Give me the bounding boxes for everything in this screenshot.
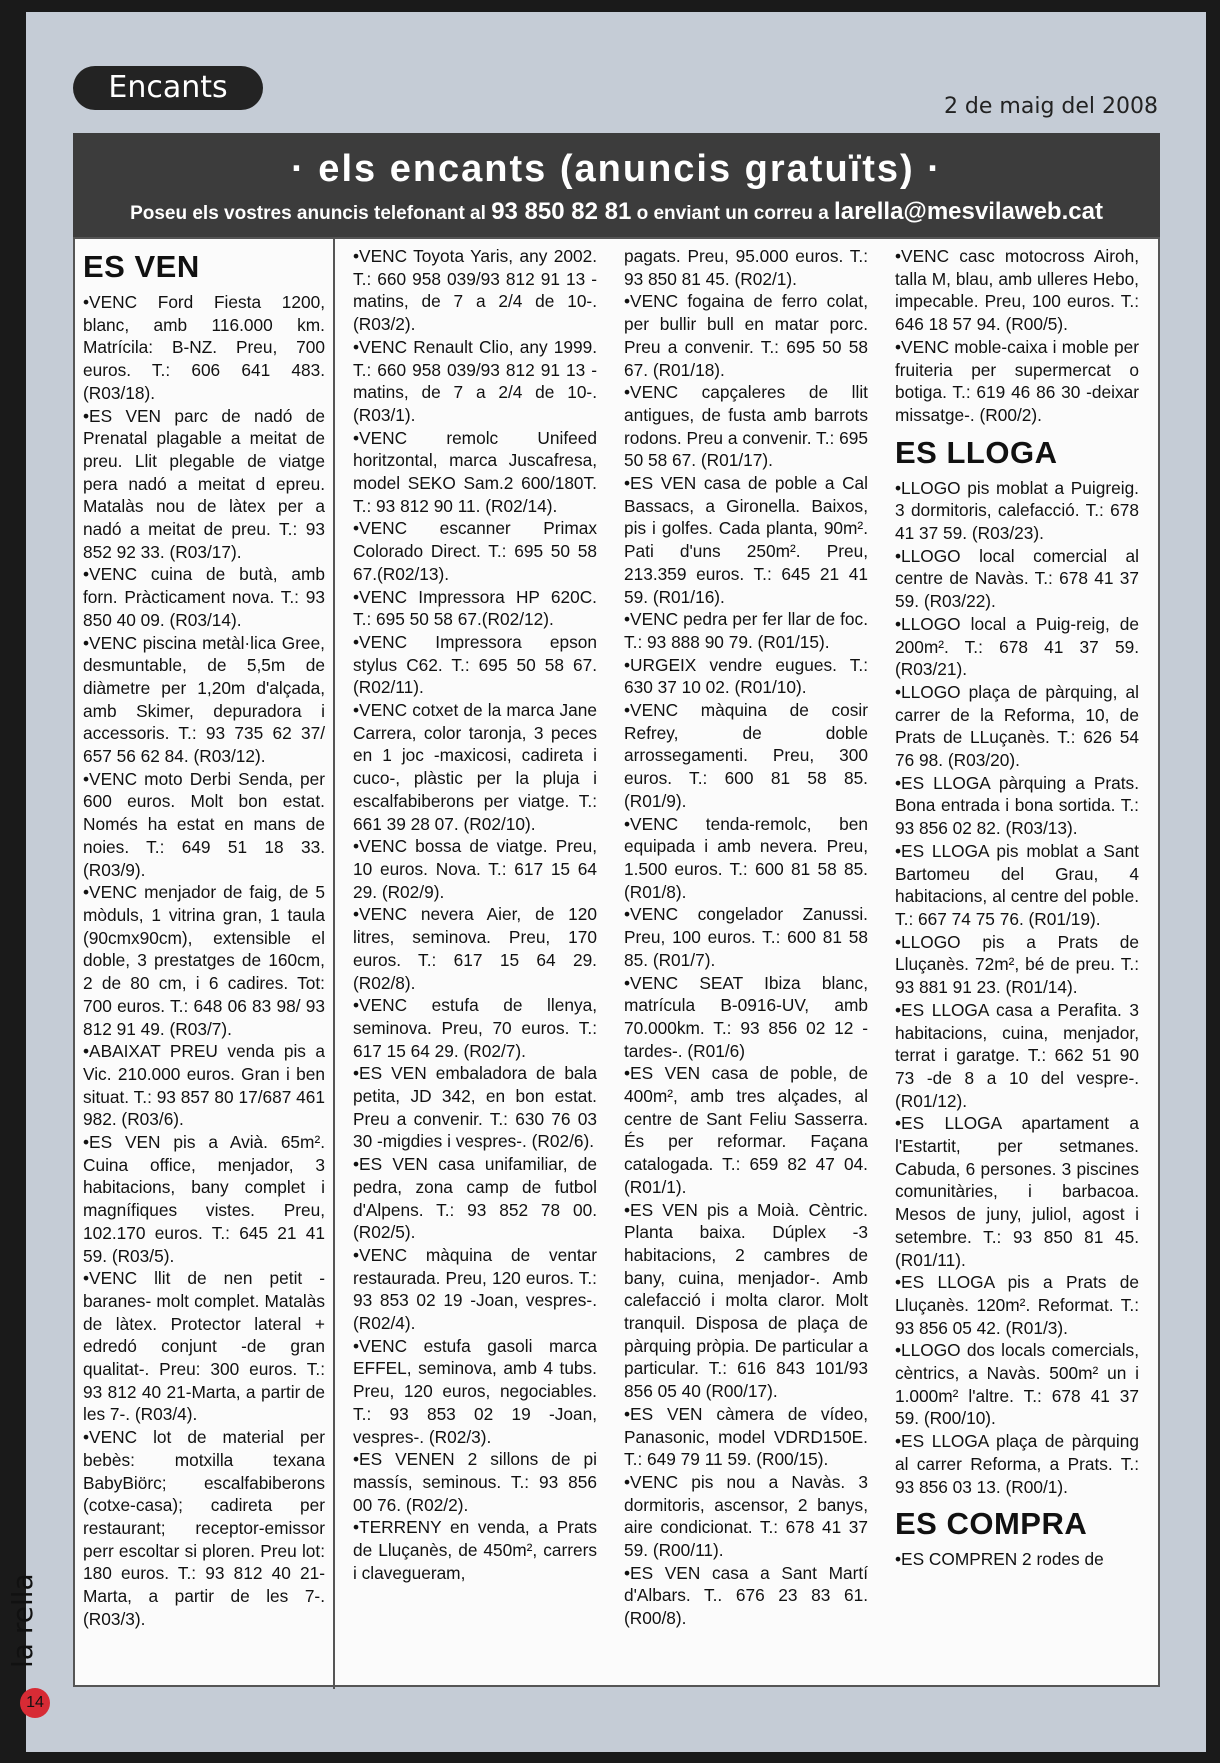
column-1 <box>75 239 335 1689</box>
classified-ad: •ES VEN casa unifamiliar, de pedra, zona camp de futbol d'Alpens. T.: 93 852 78 00. (R02/5). <box>353 1154 597 1243</box>
classified-ad: •VENC capçaleres de llit antigues, de fusta amb barrots rodons. Preu a convenir. T.: 695 50 58 67. (R01/17). <box>624 382 868 471</box>
classified-ad: •ES VEN casa a Sant Martí d'Albars. T.. 676 23 83 61. (R00/8). <box>624 1562 868 1629</box>
section-label: Encants <box>73 66 263 110</box>
classified-ad: •VENC escanner Primax Colorado Direct. T.: 695 50 58 67.(R02/13). <box>353 518 597 584</box>
classified-ad: •VENC màquina de cosir Refrey, de doble arrossegamenti. Preu, 300 euros. T.: 600 81 58 85. (R01/9). <box>624 700 868 811</box>
classified-ad: •VENC congelador Zanussi. Preu, 100 euros. T.: 600 81 58 85. (R01/7). <box>624 904 868 970</box>
classified-ad: •LLOGO pis moblat a Puigreig. 3 dormitoris, calefacció. T.: 678 41 37 59. (R03/23). <box>895 477 1139 544</box>
contact-phone: 93 850 82 81 <box>491 198 632 225</box>
classified-ad: •ES VEN casa de poble a Cal Bassacs, a Gironella. Baixos, pis i golfes. Cada planta, 90m². Pati d'uns 250m². Preu, 213.359 euros. T.: 645 21 41 59. (R01/16). <box>624 473 868 607</box>
classified-ad: •VENC moble-caixa i moble per fruiteria per supermercat o botiga. T.: 619 46 86 30 -deixar missatge-. (R00/2). <box>895 336 1139 425</box>
classified-ad: •VENC cuina de butà, amb forn. Pràcticament nova. T.: 93 850 40 09. (R03/14). <box>83 564 325 630</box>
classified-ad: •LLOGO pis a Prats de Lluçanès. 72m², bé de preu. T.: 93 881 91 23. (R01/14). <box>895 931 1139 998</box>
classified-ad: •VENC lot de material per bebès: motxilla texana BabyBiörc; escalfabiberons (cotxe-casa); cadireta per restaurant; receptor-emissor perr escoltar si ploren. Preu lot: 180 euros. T.: 93 812 40 21-Marta, a partir de les 7-. (R03/3). <box>83 1427 325 1629</box>
classified-ad: •ES LLOGA pàrquing a Prats. Bona entrada i bona sortida. T.: 93 856 02 82. (R03/13). <box>895 772 1139 839</box>
classified-ad: •VENC estufa de llenya, seminova. Preu, 70 euros. T.: 617 15 64 29. (R02/7). <box>353 995 597 1061</box>
classified-ad: •URGEIX vendre eugues. T.: 630 37 10 02. (R01/10). <box>624 654 868 698</box>
column-4 <box>887 239 1147 1689</box>
classified-ad: •VENC SEAT Ibiza blanc, matrícula B-0916-UV, amb 70.000km. T.: 93 856 02 12 -tardes-. (R01/6) <box>624 972 868 1061</box>
classified-ad: •VENC cotxet de la marca Jane Carrera, color taronja, 3 peces en 1 joc -maxicosi, cadireta i cuco-, plàstic per la pluja i escalfabiberons per viatge. T.: 661 39 28 07. (R02/10). <box>353 700 597 834</box>
classified-ad: •ES VENEN 2 sillons de pi massís, seminous. T.: 93 856 00 76. (R02/2). <box>353 1449 597 1515</box>
classified-ad: •VENC casc motocross Airoh, talla M, blau, amb ulleres Hebo, impecable. Preu, 100 euros. T.: 646 18 57 94. (R00/5). <box>895 246 1139 335</box>
classified-ad: •VENC bossa de viatge. Preu, 10 euros. Nova. T.: 617 15 64 29. (R02/9). <box>353 836 597 902</box>
logo-text: la rella <box>6 1573 39 1668</box>
classified-ad: •VENC pedra per fer llar de foc. T.: 93 888 90 79. (R01/15). <box>624 609 868 652</box>
classified-ad: •ES VEN càmera de vídeo, Panasonic, model VDRD150E. T.: 649 79 11 59. (R00/15). <box>624 1403 868 1470</box>
classified-ad: •VENC tenda-remolc, ben equipada i amb nevera. Preu, 1.500 euros. T.: 600 81 58 85. (R01/8). <box>624 813 868 902</box>
classified-ad: •VENC menjador de faig, de 5 mòduls, 1 vitrina gran, 1 taula (90cmx90cm), extensible el doble, 3 prestatges de 160cm, 2 de 80 cm, i 6 cadires. Tot: 700 euros. T.: 648 06 83 98/ 93 812 91 49. (R03/7). <box>83 882 325 1039</box>
classified-ad: •VENC Toyota Yaris, any 2002. T.: 660 958 039/93 812 91 13 -matins, de 7 a 2/4 de 10-. (R03/2). <box>353 246 597 335</box>
classified-ad: •VENC Ford Fiesta 1200, blanc, amb 116.000 km. Matrícila: B-NZ. Preu, 700 euros. T.: 606 641 483. (R03/18). <box>83 292 325 403</box>
page-number: 14 <box>20 1688 50 1718</box>
banner-subtitle <box>73 198 1160 226</box>
banner-title: · els encants (anuncis gratuïts) · <box>291 148 942 190</box>
classified-ad: •VENC fogaina de ferro colat, per bullir bull en matar porc. Preu a convenir. T.: 695 50 58 67. (R01/18). <box>624 291 868 380</box>
classified-ad: pagats. Preu, 95.000 euros. T.: 93 850 81 45. (R02/1). <box>624 246 868 289</box>
classified-ad: •VENC remolc Unifeed horitzontal, marca Juscafresa, model SEKO Sam.2 600/180T. T.: 93 812 90 11. (R02/14). <box>353 427 597 516</box>
column-3 <box>616 239 876 1689</box>
classified-ad: •VENC nevera Aier, de 120 litres, seminova. Preu, 170 euros. T.: 617 15 64 29. (R02/8). <box>353 904 597 993</box>
classifieds-banner <box>73 133 1160 237</box>
classified-ad: •LLOGO local a Puig-reig, de 200m². T.: 678 41 37 59. (R03/21). <box>895 613 1139 680</box>
classified-ad: •ES VEN embaladora de bala petita, JD 342, en bon estat. Preu a convenir. T.: 630 76 03 30 -migdies i vespres-. (R02/6). <box>353 1063 597 1152</box>
classified-ad: •VENC Impressora epson stylus C62. T.: 695 50 58 67. (R02/11). <box>353 631 597 698</box>
classified-ad: •VENC piscina metàl·lica Gree, desmuntable, de 5,5m de diàmetre per 1,20m d'alçada, amb Skimer, depuradora i accessoris. T.: 93 735 62 37/ 657 56 62 84. (R03/12). <box>83 632 325 767</box>
classified-ad: •VENC estufa gasoli marca EFFEL, seminova, amb 4 tubs. Preu, 120 euros, negociables. T.: 93 853 02 19 -Joan, vespres-. (R02/3). <box>353 1335 597 1447</box>
classified-ad: •ES LLOGA plaça de pàrquing al carrer Reforma, a Prats. T.: 93 856 03 13. (R00/1). <box>895 1431 1139 1497</box>
la-rella-logo <box>6 1520 40 1670</box>
heading-es-compra: ES COMPRA <box>895 1506 1088 1542</box>
column-2 <box>345 239 605 1689</box>
classified-ad: •LLOGO local comercial al centre de Navàs. T.: 678 41 37 59. (R03/22). <box>895 545 1139 612</box>
classified-ad: •VENC Impressora HP 620C. T.: 695 50 58 67.(R02/12). <box>353 586 597 630</box>
classified-ad: •VENC màquina de ventar restaurada. Preu, 120 euros. T.: 93 853 02 19 -Joan, vespres-. (R02/4). <box>353 1244 597 1334</box>
classified-ad: •ES VEN pis a Moià. Cèntric. Planta baixa. Dúplex -3 habitacions, 2 cambres de bany, cuina, menjador-. Amb calefacció i molta claror. Molt tranquil. Disposa de plaça de pàrquing pròpia. De particular a particular. T.: 616 843 101/93 856 05 40 (R00/17). <box>624 1199 868 1402</box>
classified-ad: •ES VEN casa de poble, de 400m², amb tres alçades, al centre de Sant Feliu Sasserra. És per reformar. Façana catalogada. T.: 659 82 47 04. (R01/1). <box>624 1063 868 1197</box>
classifieds-content <box>73 237 1160 1687</box>
classified-ad: •VENC llit de nen petit -baranes- molt complet. Matalàs de làtex. Protector lateral + edredó conjunt -de gran qualitat-. Preu: 300 euros. T.: 93 812 40 21-Marta, a partir de les 7-. (R03/4). <box>83 1268 325 1425</box>
classified-ad: •LLOGO plaça de pàrquing, al carrer de la Reforma, 10, de Prats de LLuçanès. T.: 626 54 76 98. (R03/20). <box>895 681 1139 771</box>
classified-ad: •ES LLOGA pis a Prats de Lluçanès. 120m². Reformat. T.: 93 856 05 42. (R01/3). <box>895 1272 1139 1338</box>
issue-date: 2 de maig del 2008 <box>943 94 1158 119</box>
classified-ad: •VENC Renault Clio, any 1999. T.: 660 958 039/93 812 91 13 -matins, de 7 a 2/4 de 10-. (R03/1). <box>353 336 597 425</box>
contact-email: larella@mesvilaweb.cat <box>834 198 1103 225</box>
classified-ad: •ES LLOGA apartament a l'Estartit, per setmanes. Cabuda, 6 persones. 3 piscines comunitàries, i barbacoa. Mesos de juny, juliol, agost i setembre. T.: 93 850 81 45. (R01/11). <box>895 1113 1139 1270</box>
heading-es-lloga: ES LLOGA <box>895 434 1058 470</box>
heading-es-ven: ES VEN <box>83 249 200 284</box>
classified-ad: •VENC pis nou a Navàs. 3 dormitoris, ascensor, 2 banys, aire condicionat. T.: 678 41 37 59. (R00/11). <box>624 1471 868 1561</box>
classified-ad: •ES COMPREN 2 rodes de <box>895 1549 1104 1570</box>
classified-ad: •ES VEN parc de nadó de Prenatal plagable a meitat de preu. Llit plegable de viatge pera nadó a meitat d epreu. Matalàs nou de làtex per a nadó a meitat de preu. T.: 93 852 92 33. (R03/17). <box>83 405 325 562</box>
classified-ad: •ES LLOGA casa a Perafita. 3 habitacions, cuina, menjador, terrat i garatge. T.: 662 51 90 73 -de 8 a 10 del vespre-. (R01/12). <box>895 999 1139 1111</box>
classified-ad: •ABAIXAT PREU venda pis a Vic. 210.000 euros. Gran i ben situat. T.: 93 857 80 17/687 461 982. (R03/6). <box>83 1041 325 1130</box>
classified-ad: •TERRENY en venda, a Prats de Lluçanès, de 450m², carrers i clavegueram, <box>353 1517 597 1583</box>
banner-subtitle-mid: o enviant un correu a <box>636 203 829 224</box>
classified-ad: •ES LLOGA pis moblat a Sant Bartomeu del Grau, 4 habitacions, al centre del poble. T.: 667 74 75 76. (R01/19). <box>895 840 1139 929</box>
classified-ad: •VENC moto Derbi Senda, per 600 euros. Molt bon estat. Només ha estat en mans de noies. T.: 649 51 18 33. (R03/9). <box>83 768 325 880</box>
classified-ad: •LLOGO dos locals comercials, cèntrics, a Navàs. 500m² un i 1.000m² l'altre. T.: 678 41 37 59. (R00/10). <box>895 1340 1139 1429</box>
classified-ad: •ES VEN pis a Avià. 65m². Cuina office, menjador, 3 habitacions, bany complet i magnífiques vistes. Preu, 102.170 euros. T.: 645 21 41 59. (R03/5). <box>83 1132 325 1266</box>
banner-subtitle-prefix: Poseu els vostres anuncis telefonant al <box>130 203 486 224</box>
